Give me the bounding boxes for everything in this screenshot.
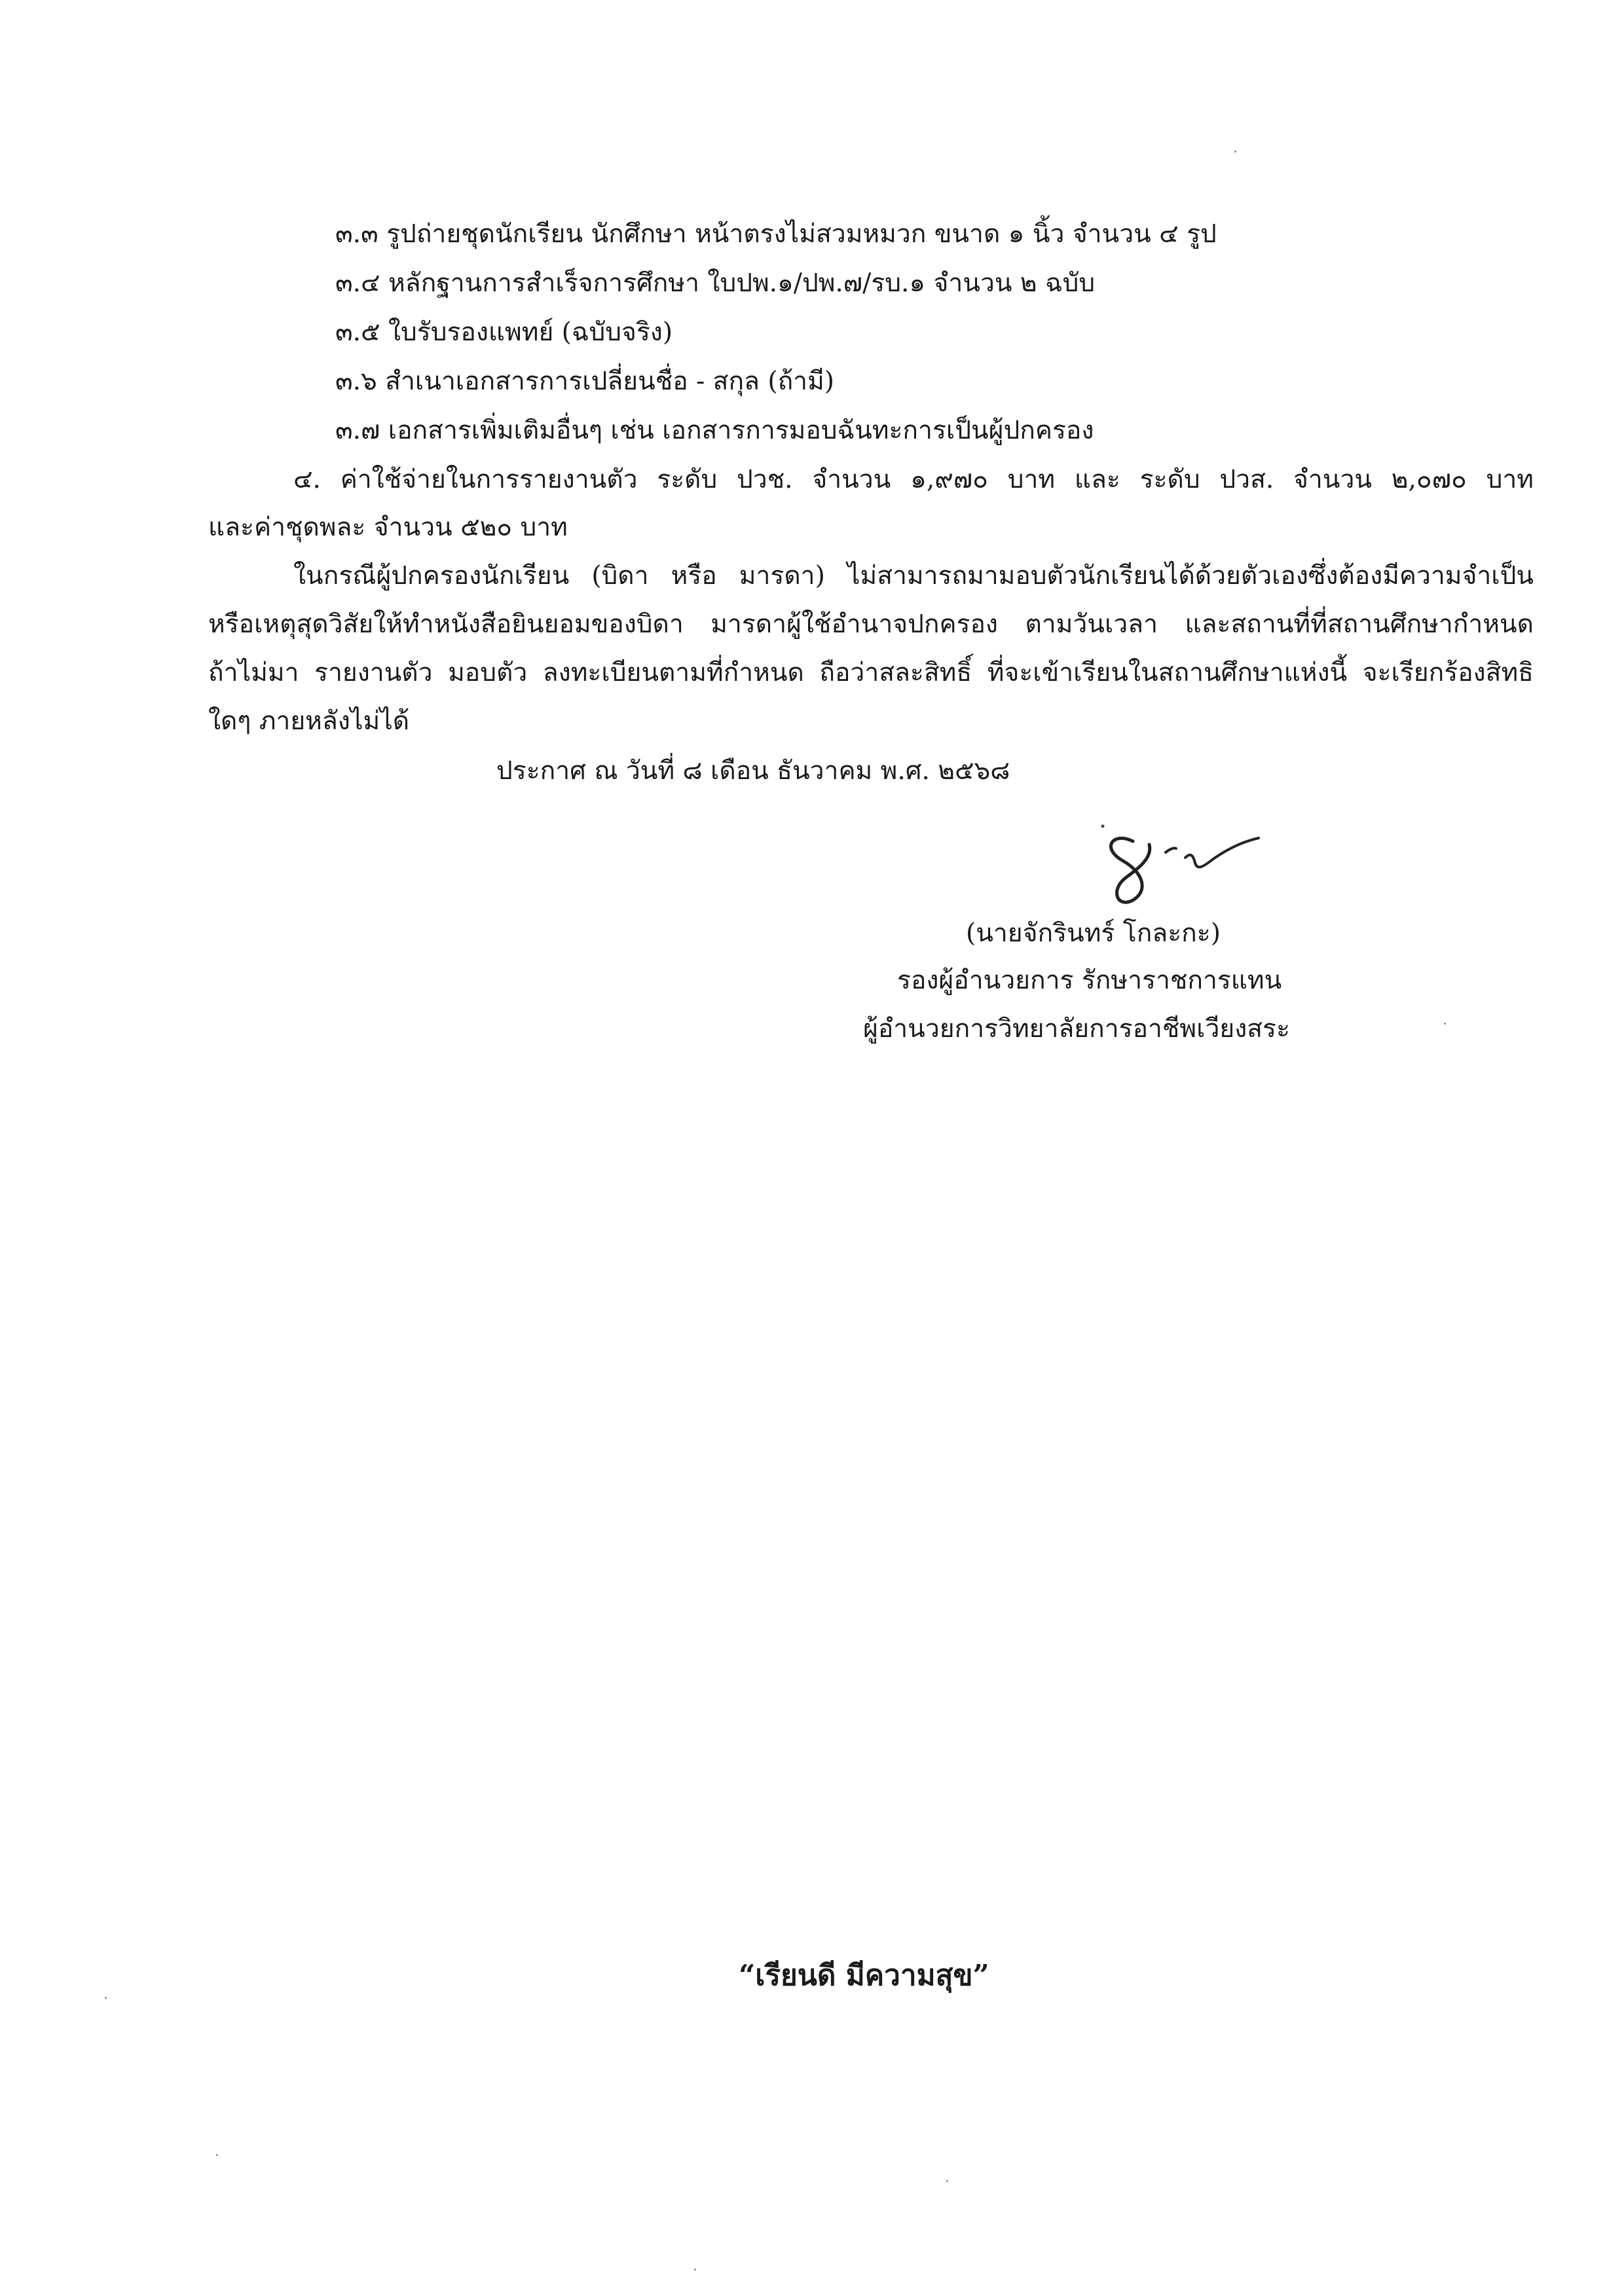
scan-speck <box>694 2269 696 2270</box>
paragraph-line-4: ใดๆ ภายหลังไม่ได้ <box>208 706 410 736</box>
signer-position-1: รองผู้อำนวยการ รักษาราชการแทน <box>897 966 1282 995</box>
scan-speck <box>1234 151 1236 153</box>
item-3-4: ๓.๔ หลักฐานการสำเร็จการศึกษา ใบปพ.๑/ปพ.๗/รบ.๑ จำนวน ๒ ฉบับ <box>335 268 1096 298</box>
scan-speck <box>105 1997 107 1999</box>
paragraph-line-2: หรือเหตุสุดวิสัยให้ทำหนังสือยินยอมของบิดา มารดาผู้ใช้อำนาจปกครอง ตามวันเวลา และสถานที่ที่สถานศึกษากำหนด <box>208 610 1534 639</box>
scan-speck <box>946 2180 948 2182</box>
scan-speck <box>1444 1023 1446 1025</box>
motto: “เรียนดี มีความสุข” <box>739 1959 989 1992</box>
item-3-7: ๓.๗ เอกสารเพิ่มเติมอื่นๆ เช่น เอกสารการมอบฉันทะการเป็นผู้ปกครอง <box>335 416 1094 445</box>
paragraph-line-1: ในกรณีผู้ปกครองนักเรียน (บิดา หรือ มารดา) ไม่สามารถมามอบตัวนักเรียนได้ด้วยตัวเองซึ่งต้องมีความจำเป็น <box>293 561 1534 591</box>
handwritten-signature <box>1087 812 1297 910</box>
signer-position-2: ผู้อำนวยการวิทยาลัยการอาชีพเวียงสระ <box>863 1014 1290 1044</box>
fee-line-1: ๔. ค่าใช้จ่ายในการรายงานตัว ระดับ ปวช. จำนวน ๑,๙๗๐ บาท และ ระดับ ปวส. จำนวน ๒,๐๗๐ บาท <box>293 465 1534 494</box>
scan-speck <box>216 2154 218 2156</box>
announcement-date: ประกาศ ณ วันที่ ๘ เดือน ธันวาคม พ.ศ. ๒๕๖๘ <box>496 756 1010 786</box>
item-3-3: ๓.๓ รูปถ่ายชุดนักเรียน นักศึกษา หน้าตรงไม่สวมหมวก ขนาด ๑ นิ้ว จำนวน ๔ รูป <box>335 219 1217 249</box>
item-3-6: ๓.๖ สำเนาเอกสารการเปลี่ยนชื่อ - สกุล (ถ้ามี) <box>335 367 835 396</box>
fee-line-2: และค่าชุดพละ จำนวน ๕๒๐ บาท <box>208 513 568 542</box>
paragraph-line-3: ถ้าไม่มา รายงานตัว มอบตัว ลงทะเบียนตามที่กำหนด ถือว่าสละสิทธิ์ ที่จะเข้าเรียนในสถานศึกษาแห่งนี้ จะเรียกร้องสิทธิ <box>208 658 1534 687</box>
signer-name: (นายจักรินทร์ โกละกะ) <box>966 919 1221 948</box>
item-3-5: ๓.๕ ใบรับรองแพทย์ (ฉบับจริง) <box>335 318 673 347</box>
